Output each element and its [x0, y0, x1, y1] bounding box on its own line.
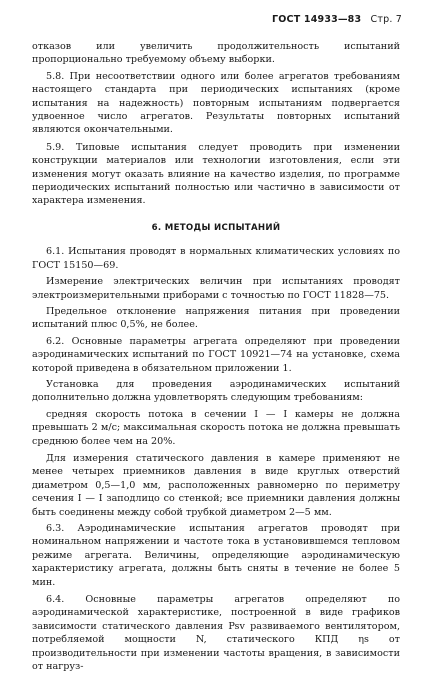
paragraph: 6.3. Аэродинамические испытания агрегатов проводят при номинальном напряжении и частоте тока в установившемся тепловом режиме агрегата. Величины, определяющие аэродинамическую характеристику агрегата, должны быть сняты в течение не более 5 мин.	[32, 523, 400, 588]
paragraph: 6.2. Основные параметры агрегата определяют при проведении аэродинамических испытаний по ГОСТ 10921—74 на установке, схема которой приведена в обязательном приложении 1.	[32, 335, 400, 374]
document-body	[32, 40, 400, 676]
paragraph: 5.9. Типовые испытания следует проводить при изменении конструкции материалов или технологии изготовления, если эти изменения могут оказать влияние на качество изделия, по программе периодических испытаний полностью или частично в зависимости от характера изменения.	[32, 141, 400, 207]
paragraph: 6.4. Основные параметры агрегатов определяют по аэродинамической характеристике, построенной в виде графиков зависимости статического давления Psv развиваемого вентилятором, потребляемой мощности N, статического КПД ηs от производительности при изменении частоты вращения, в зависимости от нагруз-	[32, 594, 400, 673]
section-title: 6. МЕТОДЫ ИСПЫТАНИЙ	[151, 222, 281, 233]
standard-number: ГОСТ 14933—83	[272, 14, 362, 25]
paragraph: Для измерения статического давления в камере применяют не менее четырех приемников давления в виде круглых отверстий диаметром 0,5—1,0 мм, расположенных равномерно по периметру сечения I — I заподлицо со стенкой; все приемники давления должны быть соединены между собой трубкой диаметром 2—5 мм.	[32, 452, 400, 518]
paragraph: 6.1. Испытания проводят в нормальных климатических условиях по ГОСТ 15150—69.	[32, 246, 400, 271]
paragraph: 5.8. При несоответствии одного или более агрегатов требованиям настоящего стандарта при периодических испытаниях (кроме испытания на надежность) повторным испытаниям подвергается удвоенное число агрегатов. Результаты повторных испытаний являются окончательными.	[32, 70, 400, 136]
paragraph: Измерение электрических величин при испытаниях проводят электроизмерительными приборами с точностью по ГОСТ 11828—75.	[32, 276, 400, 301]
paragraph: Установка для проведения аэродинамических испытаний дополнительно должна удовлетворять следующим требованиям:	[32, 378, 400, 404]
paragraph: отказов или увеличить продолжительность испытаний пропорционально требуемому объему выборки.	[32, 41, 400, 66]
paragraph: Предельное отклонение напряжения питания при проведении испытаний плюс 0,5%, не более.	[32, 305, 400, 331]
page-number: Стр. 7	[370, 14, 402, 25]
paragraph: средняя скорость потока в сечении I — I камеры не должна превышать 2 м/с; максимальная скорость потока не должна превышать среднюю более чем на 20%.	[32, 408, 400, 447]
page-header	[272, 14, 402, 25]
